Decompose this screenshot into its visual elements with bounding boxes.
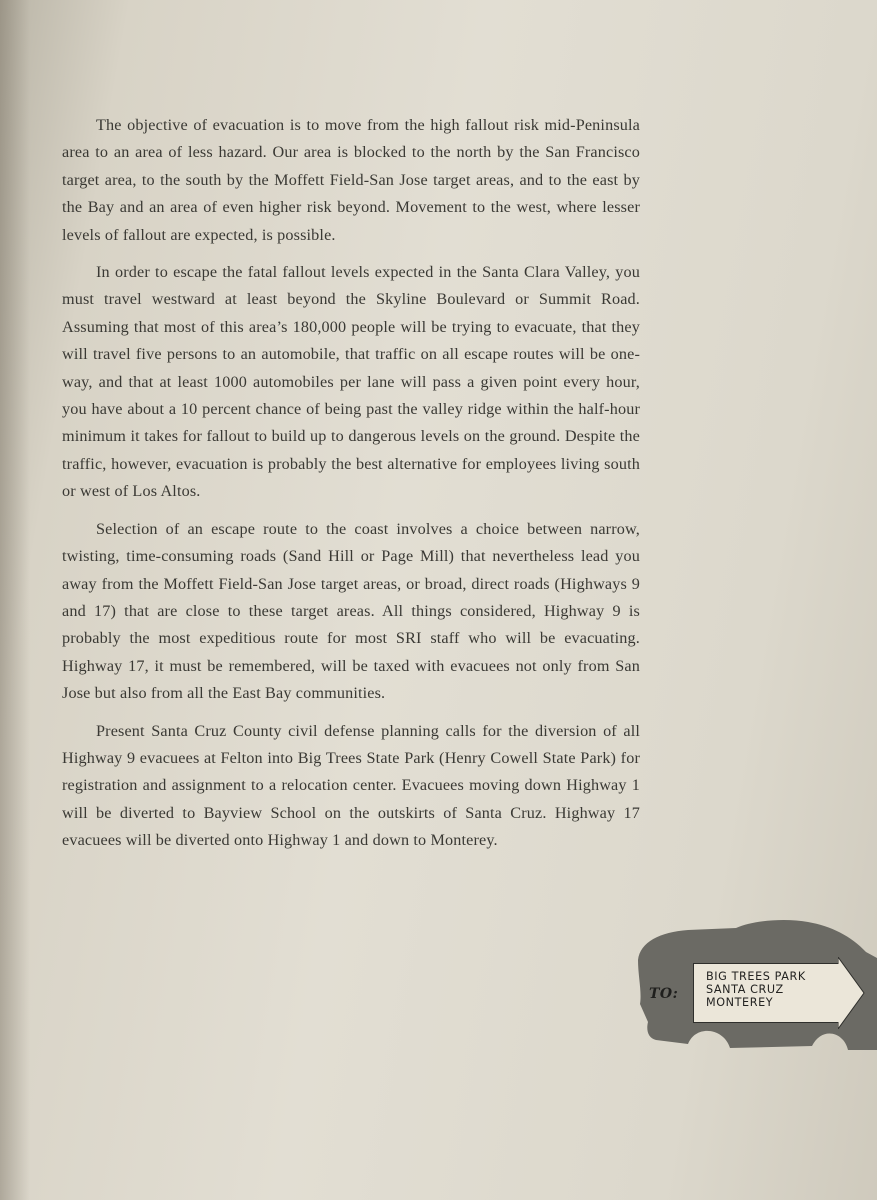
paragraph-3: Selection of an escape route to the coast involves a choice between narrow, twisting, time-consuming roads (Sand Hill or Page Mill) that nevertheless lead you away from the Moffett Field-San Jose target areas, or broad, direct roads (Highways 9 and 17) that are close to these target areas. All things considered, Highway 9 is probably the most expeditious route for most SRI staff who will be evacuating. Highway 17, it must be remembered, will be taxed with evacuees not only from San Jose but also from all the East Bay communities. — [62, 519, 640, 703]
paragraph-2: In order to escape the fatal fallout levels expected in the Santa Clara Valley, you must travel westward at least beyond the Skyline Boulevard or Summit Road. Assuming that most of this area’s 180,000 people will be trying to evacuate, that they will travel five persons to an automobile, that traffic on all escape routes will be one-way, and that at least 1000 automobiles per lane will pass a given point every hour, you have about a 10 percent chance of being past the valley ridge within the half-hour minimum it takes for fallout to build up to dangerous levels on the ground. Despite the traffic, however, evacuation is probably the best alternative for employees living south or west of Los Altos. — [62, 263, 640, 501]
paragraph-1: The objective of evacuation is to move from the high fallout risk mid-Peninsula area to an area of less hazard. Our area is blocked to the north by the San Francisco target area, to the south by the Moffett Field-San Jose target areas, and to the east by the Bay and an area of even higher risk beyond. Movement to the west, where lesser levels of fallout are expected, is possible. — [62, 116, 640, 244]
to-label: TO: — [649, 986, 679, 1002]
sign-line-3: MONTEREY — [706, 996, 774, 1009]
body-text — [62, 112, 640, 865]
sign-line-1: BIG TREES PARK — [706, 970, 806, 983]
destination-sign — [693, 963, 841, 1023]
sign-arrow-icon — [838, 957, 868, 1029]
paragraph-4: Present Santa Cruz County civil defense planning calls for the diversion of all Highway 9 evacuees at Felton into Big Trees State Park (Henry Cowell State Park) for registration and assignment to a relocation center. Evacuees moving down Highway 1 will be diverted to Bayview School on the outskirts of Santa Cruz. Highway 17 evacuees will be diverted onto Highway 1 and down to Monterey. — [62, 721, 640, 850]
page-edge-shadow — [0, 0, 30, 1200]
sign-line-2: SANTA CRUZ — [706, 983, 784, 996]
